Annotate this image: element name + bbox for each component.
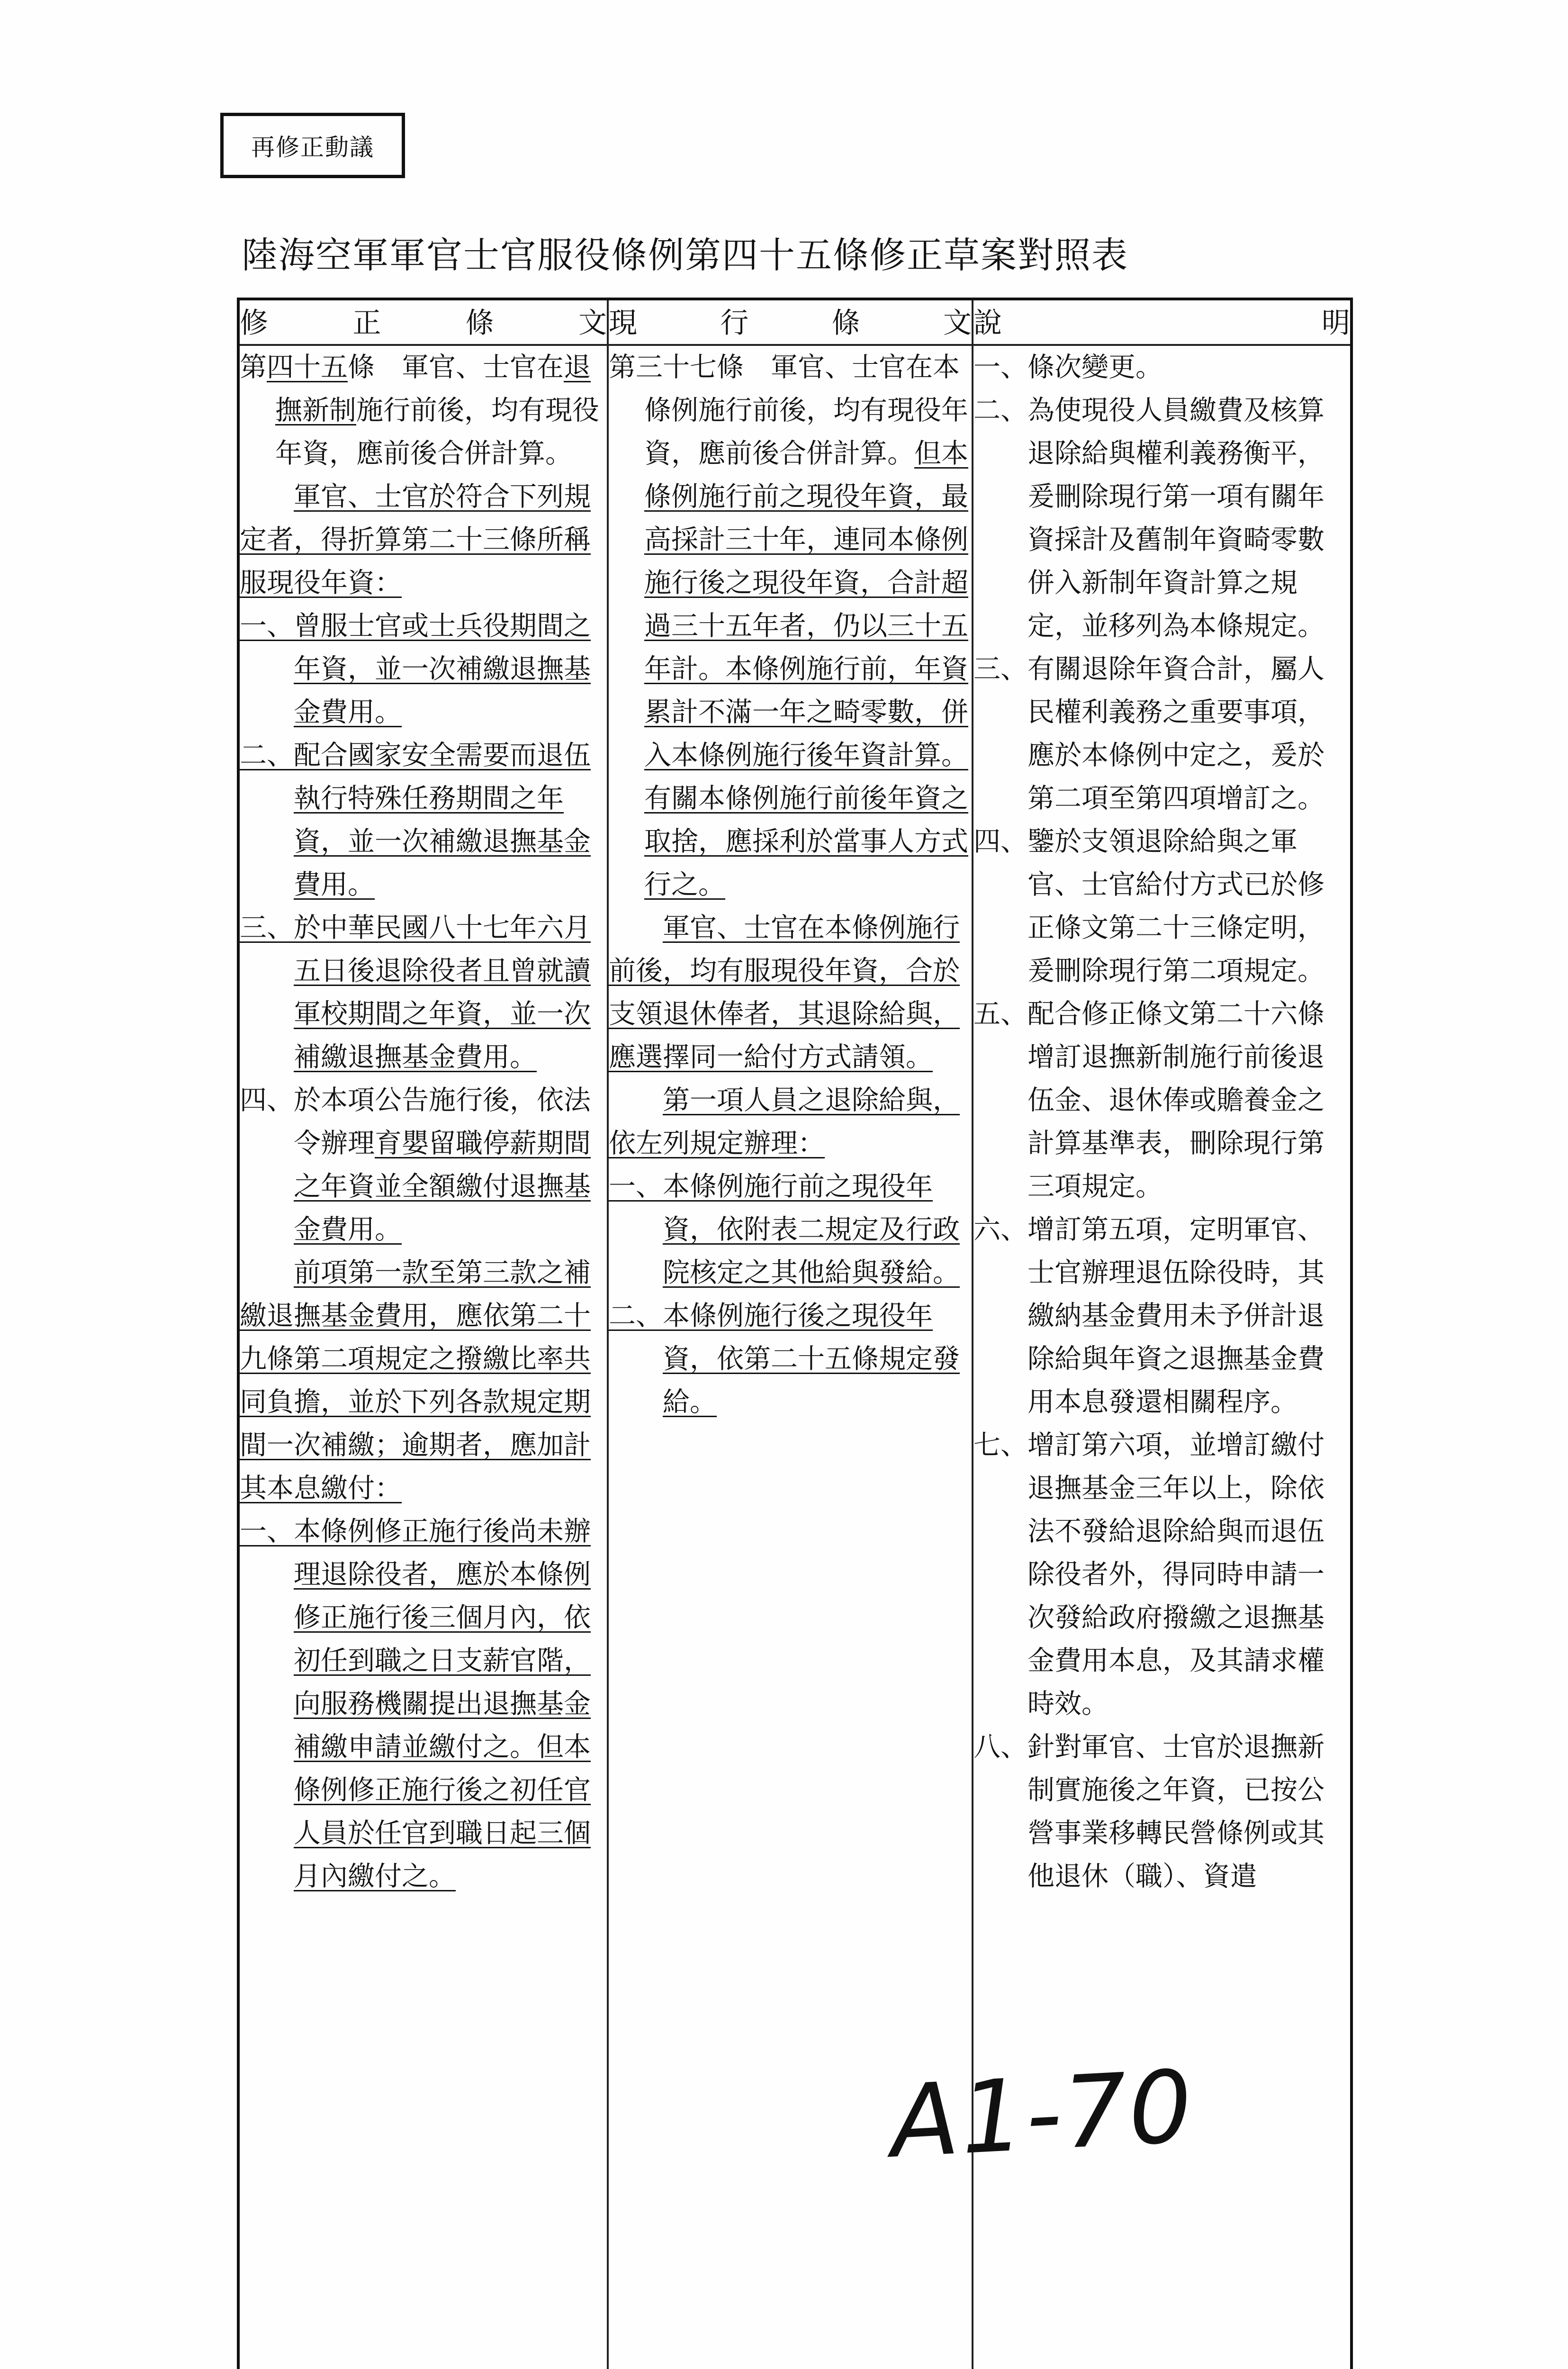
explanation-item-2: 二、為使現役人員繳費及核算退除給與權利義務衡平，爰刪除現行第一項有關年資採計及舊制年資畸零數併入新制年資計算之規定，並移列為本條規定。 <box>973 395 1325 642</box>
current-item-2: 二、本條例施行後之現役年資，依第二十五條規定發給。 <box>609 1300 960 1418</box>
explanation-item-5: 五、配合修正條文第二十六條增訂退撫新制施行前後退伍金、退休俸或贍養金之計算基準表，刪除現行第三項規定。 <box>973 998 1325 1202</box>
current-paragraph-2: 軍官、士官在本條例施行前後，均有服現役年資，合於支領退休俸者，其退除給與，應選擇同一給付方式請領。 <box>609 912 960 1073</box>
header-row <box>238 299 1352 345</box>
explanation-item-4: 四、鑒於支領退除給與之軍官、士官給付方式已於修正條文第二十三條定明，爰刪除現行第二項規定。 <box>973 826 1325 986</box>
amended-item-1: 一、曾服士官或士兵役期間之年資，並一次補繳退撫基金費用。 <box>240 610 591 728</box>
handwritten-page-mark: A1-70 <box>888 2048 1197 2180</box>
explanation-item-8: 八、針對軍官、士官於退撫新制實施後之年資，已按公營事業移轉民營條例或其他退休（職）、資遣 <box>973 1731 1325 1892</box>
header-amended: 修 正 條 文 <box>238 299 608 345</box>
amended-item-3: 三、於中華民國八十七年六月五日後退除役者且曾就讀軍校期間之年資，並一次補繳退撫基金費用。 <box>240 912 591 1073</box>
explanation-item-7: 七、增訂第六項，並增訂繳付退撫基金三年以上，除依法不發給退除給與而退伍除役者外，得同時申請一次發給政府撥繳之退撫基金費用本息，及其請求權時效。 <box>973 1429 1325 1719</box>
amended-item-2: 二、配合國家安全需要而退伍執行特殊任務期間之年資，並一次補繳退撫基金費用。 <box>240 740 591 900</box>
amended-paragraph-2: 軍官、士官於符合下列規定者，得折算第二十三條所稱服現役年資： <box>240 481 591 598</box>
document-title: 陸海空軍軍官士官服役條例第四十五條修正草案對照表 <box>242 234 1128 276</box>
current-paragraph-1: 第三十七條 軍官、士官在本條例施行前後，均有現役年資，應前後合併計算。但本條例施行前之現役年資，最高採計三十年，連同本條例施行後之現役年資，合計超過三十五年者，仍以三十五年計。本條例施行前，年資累計不滿一年之畸零數，併入本條例施行後年資計算。有關本條例施行前後年資之取捨，應採利於當事人方式行之。 <box>609 352 968 900</box>
amended-item-last: 一、本條例修正施行後尚未辦理退除役者，應於本條例修正施行後三個月內，依初任到職之日支薪官階，向服務機關提出退撫基金補繳申請並繳付之。但本條例修正施行後之初任官人員於任官到職日起三個月內繳付之。 <box>240 1516 591 1892</box>
stamp-label: 再修正動議 <box>251 134 374 161</box>
header-explanation: 說 明 <box>973 299 1352 345</box>
explanation-item-6: 六、增訂第五項，定明軍官、士官辦理退伍除役時，其繳納基金費用未予併計退除給與年資之退撫基金費用本息發還相關程序。 <box>973 1214 1325 1418</box>
explanation-item-3: 三、有關退除年資合計，屬人民權利義務之重要事項，應於本條例中定之，爰於第二項至第四項增訂之。 <box>973 653 1325 814</box>
amended-paragraph-1: 第四十五條 軍官、士官在退撫新制施行前後，均有現役年資，應前後合併計算。 <box>240 352 599 469</box>
current-item-1: 一、本條例施行前之現役年資，依附表二規定及行政院核定之其他給與發給。 <box>609 1171 960 1288</box>
amended-item-4: 四、於本項公告施行後，依法令辦理育嬰留職停薪期間之年資並全額繳付退撫基金費用。 <box>240 1085 591 1245</box>
amended-paragraph-3: 前項第一款至第三款之補繳退撫基金費用，應依第二十九條第二項規定之撥繳比率共同負擔，並於下列各款規定期間一次補繳；逾期者，應加計其本息繳付： <box>240 1257 591 1504</box>
current-paragraph-3: 第一項人員之退除給與，依左列規定辦理： <box>609 1085 960 1159</box>
explanation-item-1: 一、條次變更。 <box>973 352 1162 383</box>
header-current: 現 行 條 文 <box>608 299 973 345</box>
stamp-box <box>220 113 405 178</box>
amended-column <box>238 345 608 2369</box>
